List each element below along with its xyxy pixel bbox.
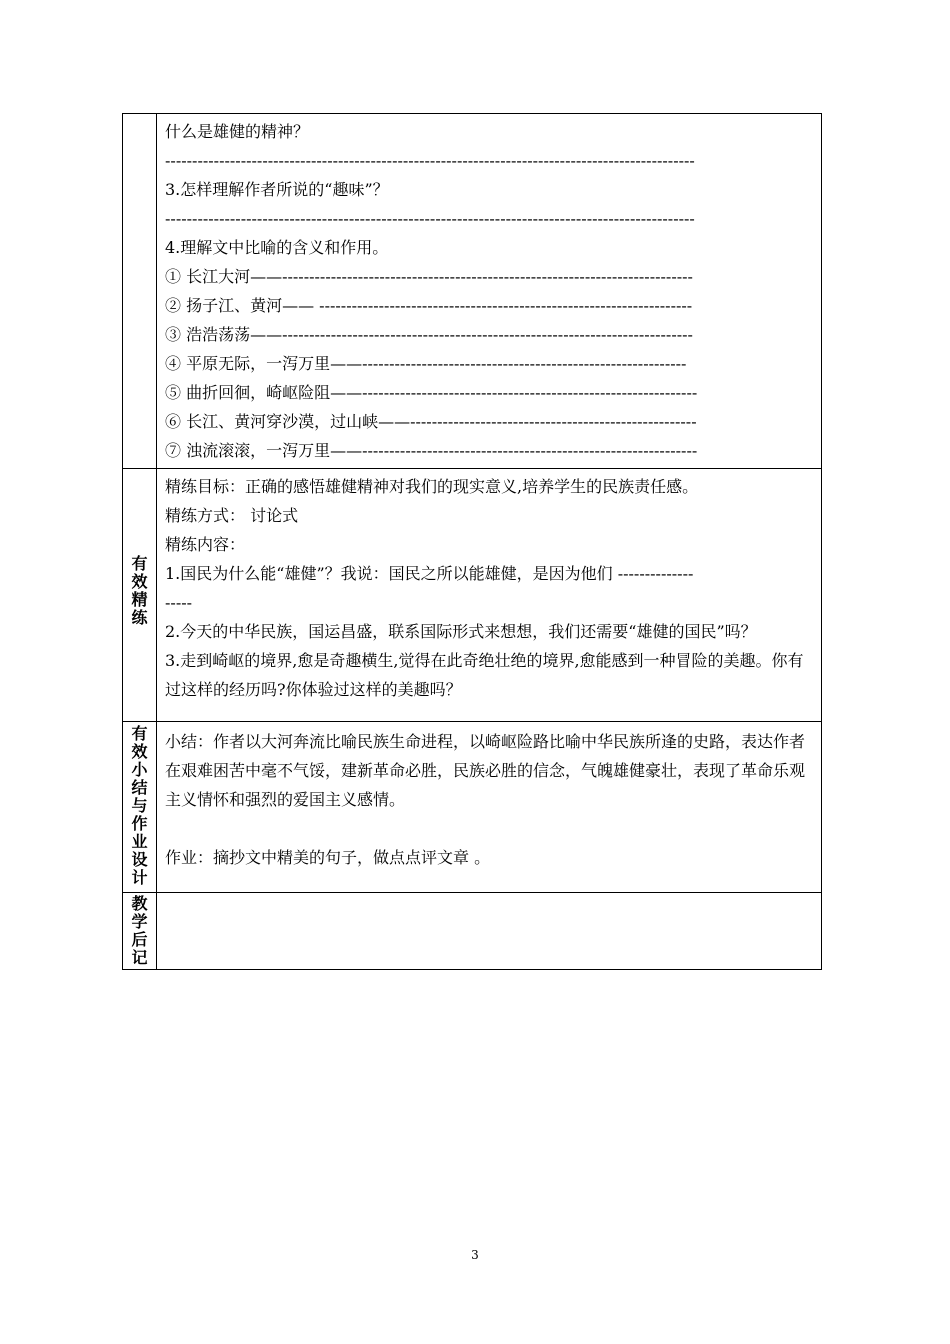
- summary-cell: [157, 722, 822, 893]
- answer-dash-line: --------------------------------------------------------------------------------------------------: [165, 151, 695, 170]
- page-number: 3: [471, 1248, 479, 1262]
- label-char: 与: [131, 796, 148, 815]
- practice-question-1: 1.国民为什么能“雄健”？我说：国民之所以能雄健，是因为他们 -------------------: [165, 564, 694, 612]
- metaphor-item: ⑦ 浊流滚滚，一泻万里——--------------------------------------------------------------: [165, 441, 698, 460]
- label-char: 作: [131, 814, 148, 833]
- metaphor-item: ⑥ 长江、黄河穿沙漠，过山峡——-----------------------------------------------------: [165, 412, 697, 431]
- row-practice: [123, 469, 822, 722]
- lesson-plan-table: [122, 113, 822, 970]
- question-line: 4.理解文中比喻的含义和作用。: [165, 238, 389, 257]
- practice-goal: 精练目标：正确的感悟雄健精神对我们的现实意义,培养学生的民族责任感。: [165, 477, 699, 496]
- notes-label-cell: [123, 893, 157, 970]
- practice-content-label: 精练内容：: [165, 535, 246, 554]
- practice-method: 精练方式： 讨论式: [165, 506, 299, 525]
- practice-question-3: 3.走到崎岖的境界,愈是奇趣横生,觉得在此奇绝壮绝的境界,愈能感到一种冒险的美趣。你有过这样的经历吗?你体验过这样的美趣吗？: [165, 651, 804, 699]
- notes-label: [123, 893, 156, 967]
- label-char: 学: [131, 912, 148, 931]
- practice-label-cell: [123, 469, 157, 722]
- row-summary-homework: [123, 722, 822, 893]
- questions-cell: [157, 114, 822, 469]
- label-char: 结: [131, 778, 148, 797]
- metaphor-item: ⑤ 曲折回徊，崎岖险阻——--------------------------------------------------------------: [165, 383, 698, 402]
- question-line: 什么是雄健的精神？: [165, 122, 310, 141]
- summary-label: [123, 722, 156, 887]
- label-char: 精: [131, 590, 148, 609]
- label-char: 计: [131, 868, 148, 887]
- summary-label-cell: [123, 722, 157, 893]
- label-char: 设: [131, 850, 148, 869]
- label-char: 业: [131, 832, 148, 851]
- label-char: 效: [131, 742, 148, 761]
- notes-cell: [157, 893, 822, 970]
- label-char: 有: [131, 554, 148, 573]
- practice-cell: [157, 469, 822, 722]
- homework-text: 作业：摘抄文中精美的句子，做点点评文章 。: [165, 848, 491, 867]
- label-char: 后: [131, 930, 148, 949]
- answer-dash-line: --------------------------------------------------------------------------------------------------: [165, 209, 695, 228]
- label-char: 小: [131, 760, 148, 779]
- metaphor-item: ① 长江大河——----------------------------------------------------------------------------: [165, 267, 693, 286]
- question-line: 3.怎样理解作者所说的“趣味”？: [165, 180, 389, 199]
- metaphor-item: ④ 平原无际，一泻万里——------------------------------------------------------------: [165, 354, 687, 373]
- practice-label: [123, 469, 156, 627]
- label-char: 教: [131, 894, 148, 913]
- label-char: 有: [131, 724, 148, 743]
- metaphor-item: ③ 浩浩荡荡——----------------------------------------------------------------------------: [165, 325, 693, 344]
- row-questions: [123, 114, 822, 469]
- row-label-empty: [123, 114, 157, 469]
- label-char: 练: [131, 608, 148, 627]
- metaphor-item: ② 扬子江、黄河—— ---------------------------------------------------------------------: [165, 296, 693, 315]
- practice-question-2: 2.今天的中华民族，国运昌盛，联系国际形式来想想，我们还需要“雄健的国民”吗？: [165, 622, 757, 641]
- summary-text: 小结：作者以大河奔流比喻民族生命进程，以崎岖险路比喻中华民族所逢的史路，表达作者在艰难困苦中毫不气馁，建新革命必胜，民族必胜的信念，气魄雄健豪壮，表现了革命乐观主义情怀和强烈的爱国主义感情。: [165, 732, 806, 809]
- label-char: 记: [131, 948, 148, 967]
- row-teaching-notes: [123, 893, 822, 970]
- label-char: 效: [131, 572, 148, 591]
